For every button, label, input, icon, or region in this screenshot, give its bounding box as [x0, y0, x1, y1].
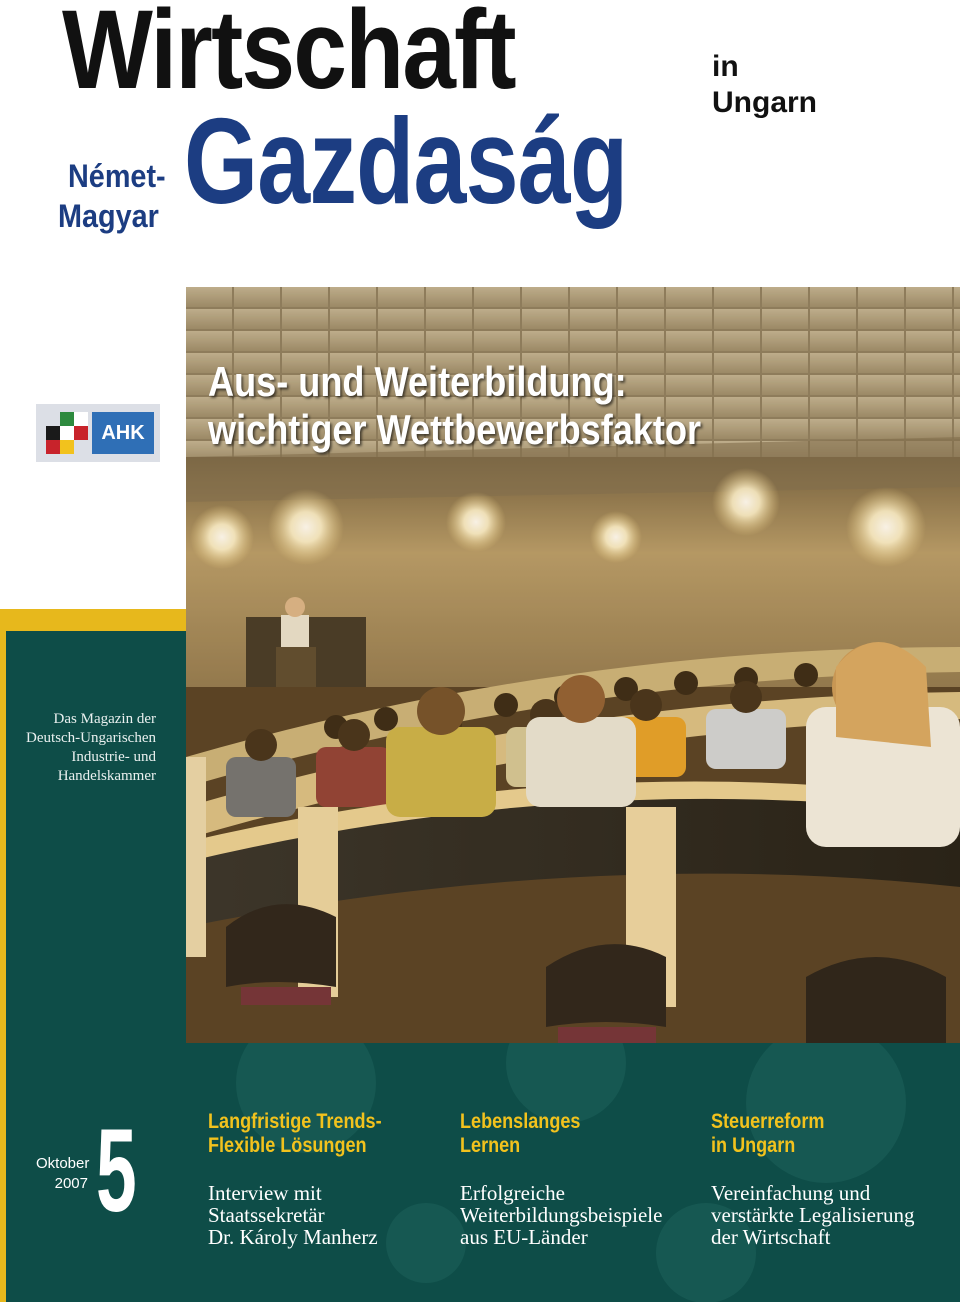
feature-teaser-2	[460, 1110, 700, 1248]
tagline-line-2: Deutsch-Ungarischen	[26, 730, 156, 746]
issue-date	[36, 1154, 88, 1194]
bottom-band-yellow-edge	[0, 1043, 6, 1302]
feature-teaser-1	[208, 1110, 448, 1248]
masthead-title-wirtschaft: Wirtschaft	[62, 0, 515, 112]
feature-teaser-3	[711, 1110, 951, 1248]
feature-title-line-1: Langfristige Trends-	[208, 1110, 382, 1133]
tagline-line-3: Industrie- und	[71, 749, 156, 765]
magazine-tagline	[10, 710, 156, 786]
masthead-magyar: Magyar	[58, 198, 159, 234]
issue-month: Oktober	[36, 1155, 90, 1172]
feature-body-line-1: Erfolgreiche	[460, 1181, 565, 1205]
ahk-logo-label: AHK	[92, 412, 154, 454]
feature-title-line-2: Lernen	[460, 1134, 521, 1157]
feature-body-line-3: der Wirtschaft	[711, 1225, 831, 1249]
feature-title-line-2: in Ungarn	[711, 1134, 796, 1157]
masthead-nemet: Német-	[68, 158, 166, 194]
tagline-line-1: Das Magazin der	[53, 711, 156, 727]
cover-headline	[208, 358, 701, 454]
masthead-title-gazdasag: Gazdaság	[184, 93, 628, 229]
feature-body-line-3: Dr. Károly Manherz	[208, 1225, 378, 1249]
accent-bar-yellow	[0, 609, 186, 631]
headline-line-1: Aus- und Weiterbildung:	[208, 358, 627, 405]
feature-body-line-1: Interview mit	[208, 1181, 322, 1205]
masthead-ungarn: Ungarn	[712, 86, 817, 119]
feature-title-line-2: Flexible Lösungen	[208, 1134, 367, 1157]
feature-title	[711, 1110, 917, 1158]
left-teal-panel	[6, 631, 186, 1043]
masthead-in: in	[712, 50, 739, 83]
feature-body-line-3: aus EU-Länder	[460, 1225, 588, 1249]
ahk-flag-icon	[46, 412, 88, 454]
issue-number: 5	[96, 1105, 137, 1237]
feature-body	[460, 1182, 700, 1248]
feature-body-line-2: verstärkte Legalisierung	[711, 1203, 915, 1227]
feature-body-line-1: Vereinfachung und	[711, 1181, 871, 1205]
feature-body	[208, 1182, 448, 1248]
feature-body	[711, 1182, 951, 1248]
feature-title-line-1: Steuerreform	[711, 1110, 825, 1133]
feature-title-line-1: Lebenslanges	[460, 1110, 581, 1133]
feature-body-line-2: Staatssekretär	[208, 1203, 325, 1227]
tagline-line-4: Handelskammer	[57, 768, 156, 784]
headline-line-2: wichtiger Wettbewerbsfaktor	[208, 406, 702, 453]
issue-year: 2007	[54, 1175, 88, 1192]
ahk-logo	[36, 404, 160, 462]
feature-body-line-2: Weiterbildungsbeispiele	[460, 1203, 663, 1227]
feature-title	[208, 1110, 414, 1158]
feature-title	[460, 1110, 666, 1158]
